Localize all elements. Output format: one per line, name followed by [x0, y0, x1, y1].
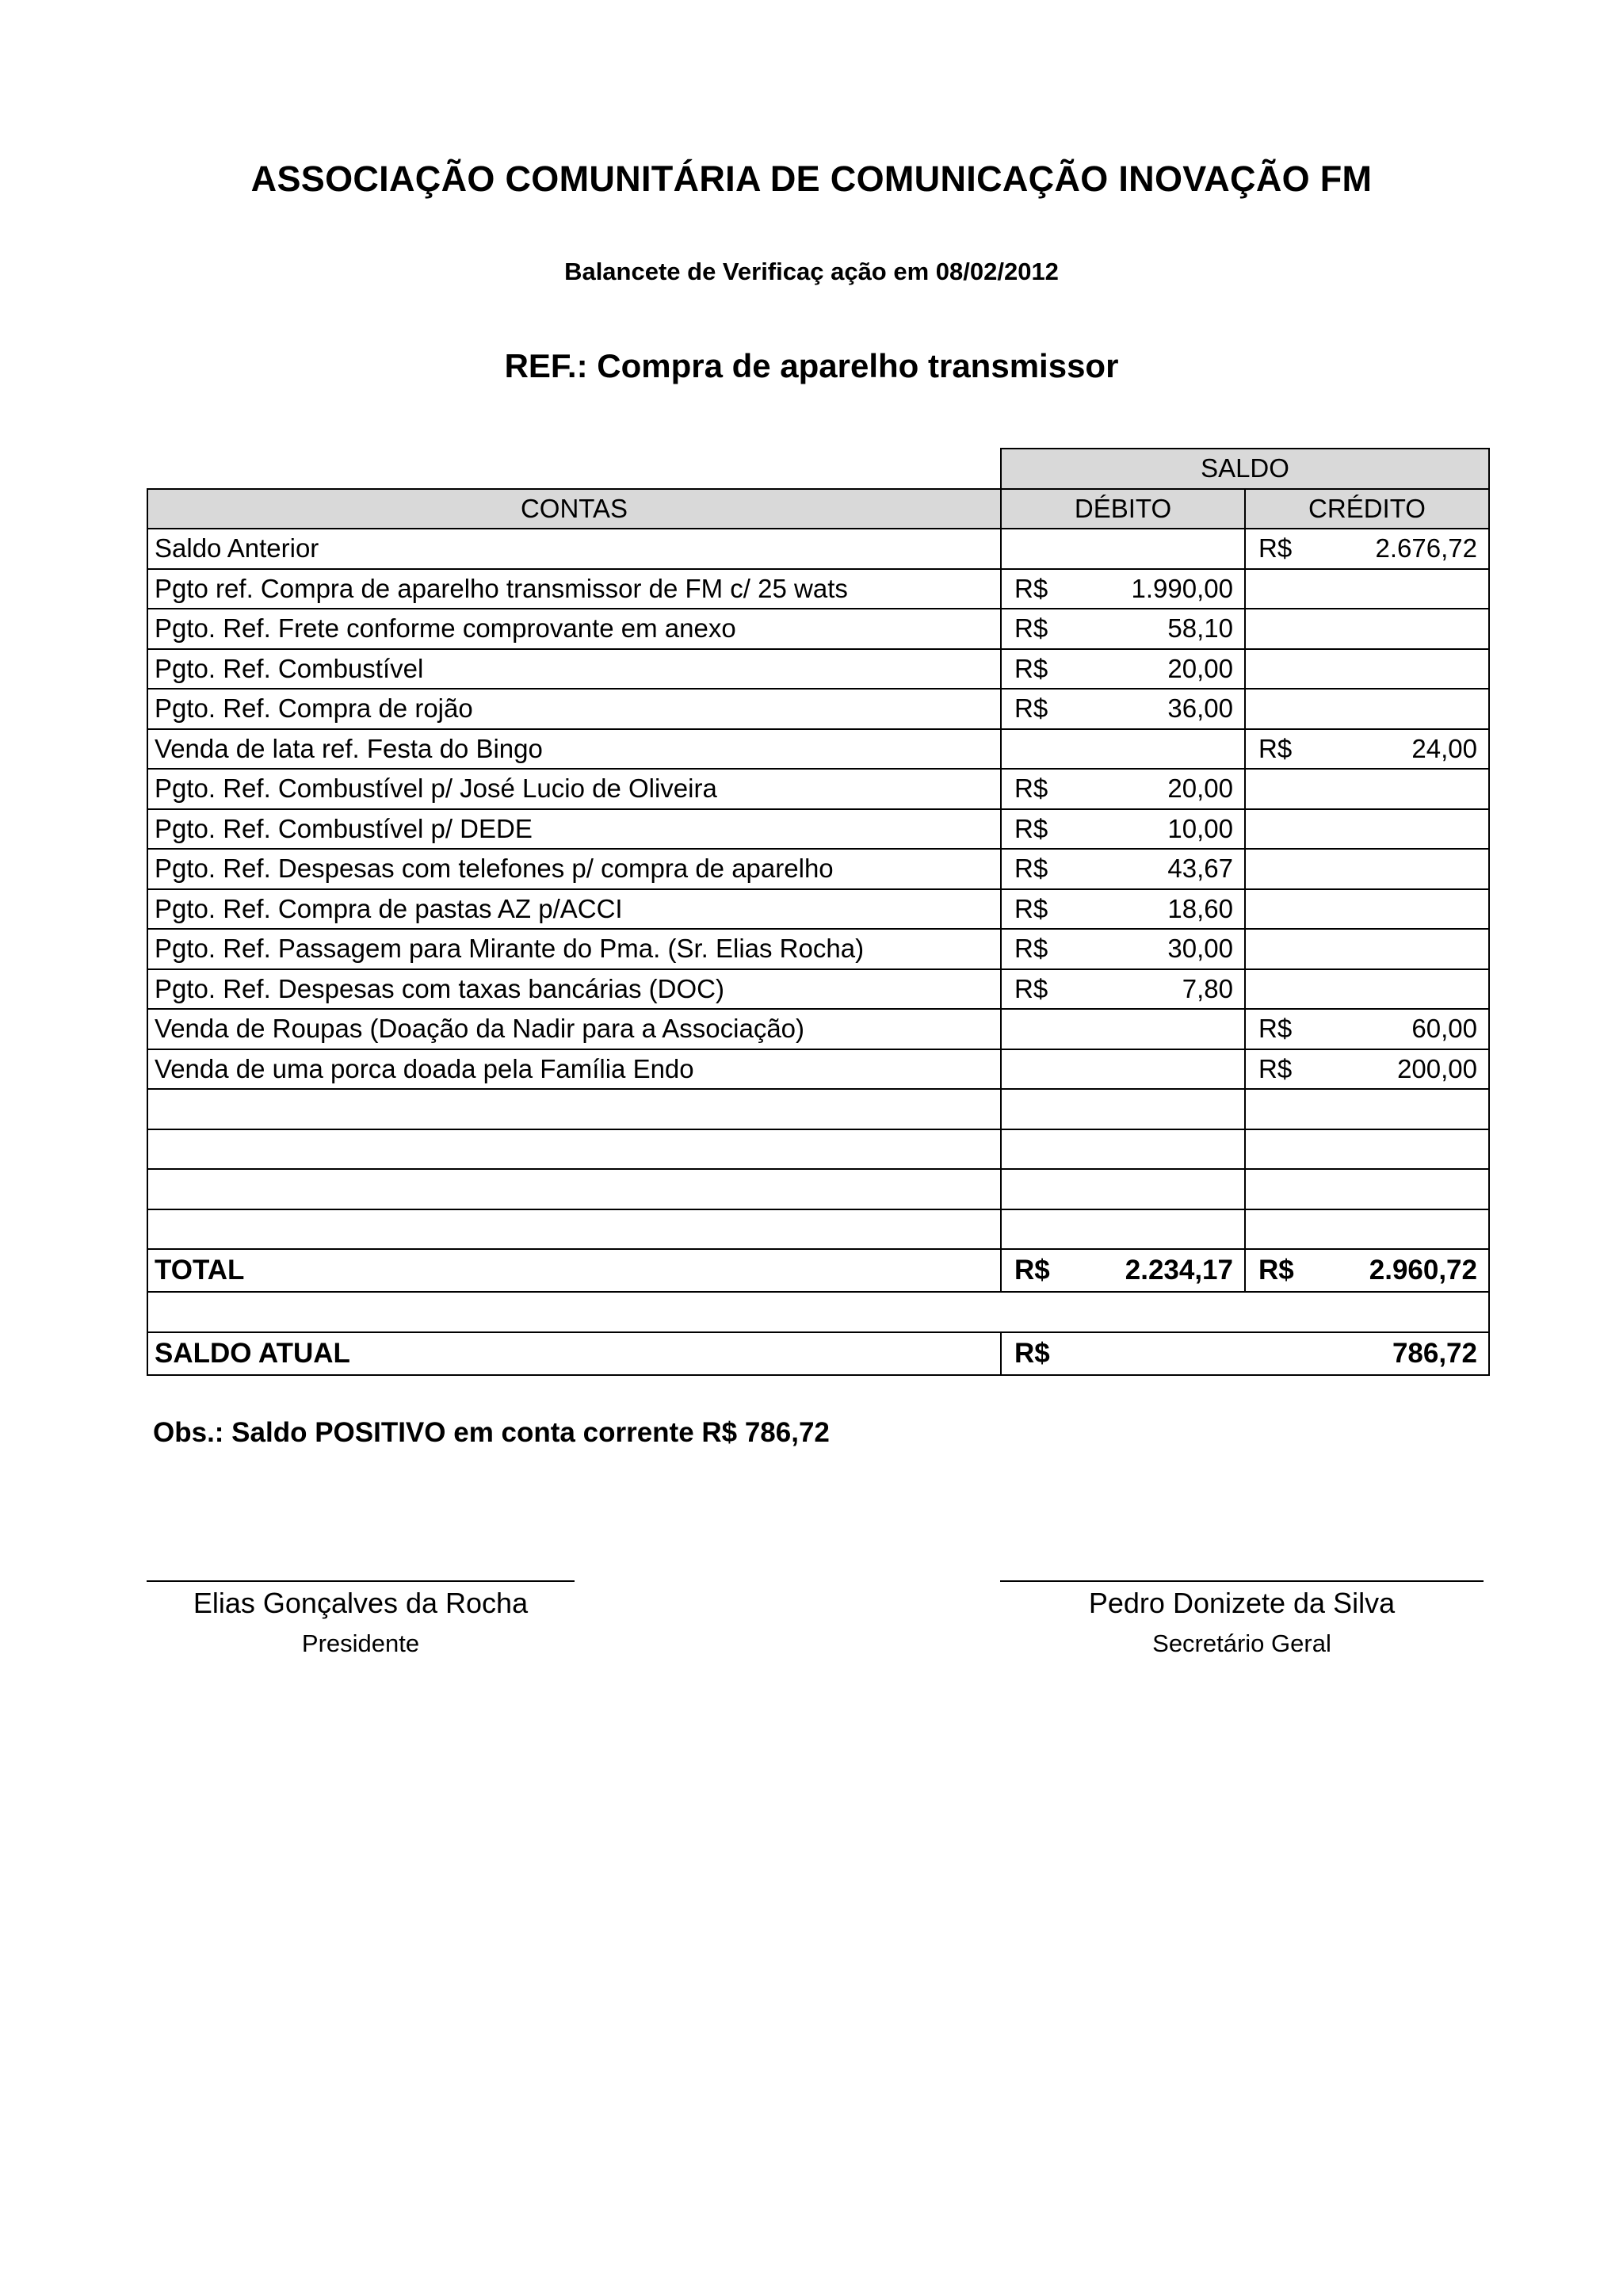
table-row [147, 649, 1489, 690]
debit-cell [1001, 609, 1245, 649]
debit-cell [1001, 969, 1245, 1010]
credito-header: CRÉDITO [1245, 489, 1489, 529]
amount-value: 20,00 [1167, 774, 1233, 804]
empty-header-cell [147, 449, 1001, 489]
account-cell [147, 1089, 1001, 1129]
table-row [147, 1169, 1489, 1209]
amount-value: 10,00 [1167, 813, 1233, 843]
currency-symbol: R$ [1258, 1014, 1293, 1044]
signature-name-president: Elias Gonçalves da Rocha [193, 1587, 529, 1619]
account-cell: Pgto ref. Compra de aparelho transmissor de FM c/ 25 wats [147, 569, 1001, 609]
table-row [147, 609, 1489, 649]
debit-cell [1001, 889, 1245, 930]
table-row [147, 1089, 1489, 1129]
credit-cell [1245, 1049, 1489, 1090]
debit-cell [1001, 689, 1245, 729]
account-cell: Pgto. Ref. Combustível p/ DEDE [147, 809, 1001, 850]
signature-role-president: Presidente [301, 1629, 420, 1657]
credit-cell [1245, 929, 1489, 969]
saldo-atual-value: 786,72 [1392, 1337, 1477, 1369]
account-cell: Pgto. Ref. Passagem para Mirante do Pma. (Sr. Elias Rocha) [147, 929, 1001, 969]
account-cell: Venda de lata ref. Festa do Bingo [147, 729, 1001, 770]
table-row [147, 769, 1489, 809]
currency-symbol: R$ [1258, 1255, 1294, 1286]
amount-value: 200,00 [1397, 1053, 1477, 1083]
currency-symbol: R$ [1014, 653, 1048, 683]
saldo-atual-label: SALDO ATUAL [147, 1332, 1001, 1375]
column-header-row [147, 489, 1489, 529]
amount-value: 60,00 [1411, 1014, 1477, 1044]
contas-header: CONTAS [147, 489, 1001, 529]
balance-sheet-table [147, 448, 1490, 1376]
signature-line-secretary [1000, 1580, 1484, 1582]
amount-value: 36,00 [1167, 693, 1233, 724]
account-cell [147, 1169, 1001, 1209]
currency-symbol: R$ [1014, 973, 1048, 1003]
amount-value: 58,10 [1167, 613, 1233, 644]
spacer-row [147, 1292, 1489, 1332]
amount-value: 2.234,17 [1125, 1255, 1233, 1286]
table-row [147, 729, 1489, 770]
amount-value: 18,60 [1167, 893, 1233, 923]
account-cell: Pgto. Ref. Combustível [147, 649, 1001, 690]
amount-value: 20,00 [1167, 653, 1233, 683]
currency-symbol: R$ [1258, 1053, 1293, 1083]
saldo-header-row [147, 449, 1489, 489]
currency-symbol: R$ [1014, 573, 1048, 603]
credit-cell [1245, 649, 1489, 690]
account-cell: Pgto. Ref. Compra de pastas AZ p/ACCI [147, 889, 1001, 930]
table-row [147, 929, 1489, 969]
table-row [147, 1009, 1489, 1049]
table-row [147, 689, 1489, 729]
total-row [147, 1249, 1489, 1292]
credit-cell [1245, 849, 1489, 889]
credit-cell [1245, 689, 1489, 729]
saldo-atual-value-cell [1001, 1332, 1489, 1375]
account-cell [147, 1129, 1001, 1170]
signature-line-president [147, 1580, 575, 1582]
account-cell: Pgto. Ref. Compra de rojão [147, 689, 1001, 729]
credit-cell [1245, 1129, 1489, 1170]
amount-value: 2.676,72 [1375, 533, 1477, 563]
account-cell: Venda de uma porca doada pela Família Endo [147, 1049, 1001, 1090]
account-cell: Venda de Roupas (Doação da Nadir para a Associação) [147, 1009, 1001, 1049]
signature-role-secretary: Secretário Geral [1152, 1629, 1331, 1657]
credit-cell [1245, 1169, 1489, 1209]
table-row [147, 809, 1489, 850]
table-row [147, 849, 1489, 889]
credit-cell [1245, 1089, 1489, 1129]
document-reference: REF.: Compra de aparelho transmissor [504, 347, 1119, 384]
currency-symbol: R$ [1014, 774, 1048, 804]
amount-value: 1.990,00 [1131, 573, 1233, 603]
debit-cell [1001, 529, 1245, 569]
credit-cell [1245, 969, 1489, 1010]
document-subtitle: Balancete de Verificaç ação em 08/02/2012 [564, 258, 1059, 285]
currency-symbol: R$ [1014, 693, 1048, 724]
total-debit-cell [1001, 1249, 1245, 1292]
debit-cell [1001, 649, 1245, 690]
currency-symbol: R$ [1014, 854, 1048, 884]
debit-cell [1001, 729, 1245, 770]
debit-cell [1001, 849, 1245, 889]
signature-name-secretary: Pedro Donizete da Silva [1088, 1587, 1396, 1619]
debit-cell [1001, 1129, 1245, 1170]
credit-cell [1245, 889, 1489, 930]
debit-cell [1001, 569, 1245, 609]
currency-symbol: R$ [1014, 813, 1048, 843]
currency-symbol: R$ [1014, 1255, 1050, 1286]
table-row [147, 1129, 1489, 1170]
saldo-header: SALDO [1001, 449, 1489, 489]
credit-cell [1245, 809, 1489, 850]
amount-value: 2.960,72 [1369, 1255, 1477, 1286]
total-label: TOTAL [147, 1249, 1001, 1292]
amount-value: 30,00 [1167, 934, 1233, 964]
amount-value: 7,80 [1182, 973, 1233, 1003]
credit-cell [1245, 729, 1489, 770]
credit-cell [1245, 769, 1489, 809]
credit-cell [1245, 569, 1489, 609]
saldo-atual-row [147, 1332, 1489, 1375]
debit-cell [1001, 1089, 1245, 1129]
currency-symbol: R$ [1014, 613, 1048, 644]
table-row [147, 969, 1489, 1010]
table-row [147, 889, 1489, 930]
table-row [147, 1049, 1489, 1090]
currency-symbol: R$ [1014, 1337, 1050, 1369]
debit-cell [1001, 1009, 1245, 1049]
credit-cell [1245, 1009, 1489, 1049]
table-row [147, 529, 1489, 569]
balance-sheet-body [147, 449, 1489, 1375]
currency-symbol: R$ [1258, 733, 1293, 763]
spacer-cell [147, 1292, 1489, 1332]
debit-cell [1001, 809, 1245, 850]
amount-value: 24,00 [1411, 733, 1477, 763]
table-row [147, 569, 1489, 609]
account-cell: Pgto. Ref. Combustível p/ José Lucio de Oliveira [147, 769, 1001, 809]
amount-value: 43,67 [1167, 854, 1233, 884]
currency-symbol: R$ [1014, 893, 1048, 923]
debit-cell [1001, 1209, 1245, 1250]
observation-note: Obs.: Saldo POSITIVO em conta corrente R$ 786,72 [153, 1417, 830, 1448]
currency-symbol: R$ [1258, 533, 1293, 563]
account-cell [147, 1209, 1001, 1250]
credit-cell [1245, 1209, 1489, 1250]
document-title: ASSOCIAÇÃO COMUNITÁRIA DE COMUNICAÇÃO INOVAÇÃO FM [250, 159, 1373, 199]
credit-cell [1245, 529, 1489, 569]
debit-cell [1001, 769, 1245, 809]
account-cell: Saldo Anterior [147, 529, 1001, 569]
total-credit-cell [1245, 1249, 1489, 1292]
debit-cell [1001, 1049, 1245, 1090]
account-cell: Pgto. Ref. Despesas com telefones p/ compra de aparelho [147, 849, 1001, 889]
account-cell: Pgto. Ref. Despesas com taxas bancárias (DOC) [147, 969, 1001, 1010]
credit-cell [1245, 609, 1489, 649]
debit-cell [1001, 1169, 1245, 1209]
currency-symbol: R$ [1014, 934, 1048, 964]
account-cell: Pgto. Ref. Frete conforme comprovante em anexo [147, 609, 1001, 649]
debit-cell [1001, 929, 1245, 969]
table-row [147, 1209, 1489, 1250]
debito-header: DÉBITO [1001, 489, 1245, 529]
